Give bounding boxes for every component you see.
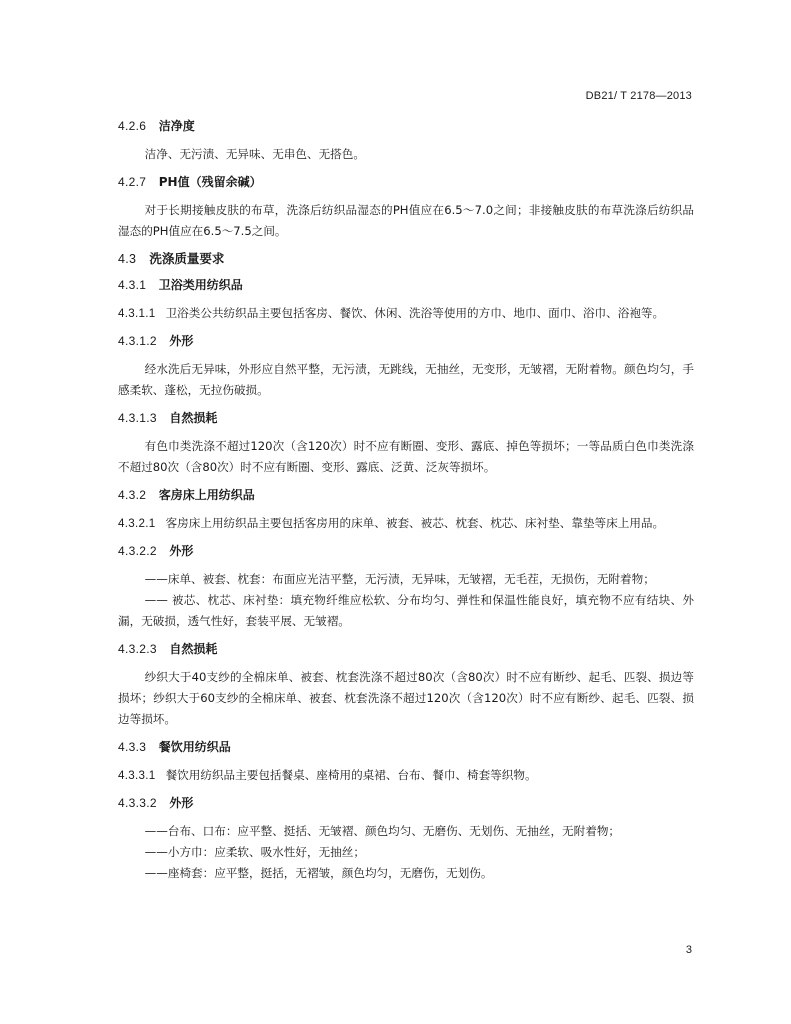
section-heading-4-3-1-3 — [118, 410, 694, 426]
section-heading-4-3-1-2 — [118, 333, 694, 349]
section-title: 外形 — [169, 544, 194, 558]
clause-4-3-3-1 — [118, 765, 694, 786]
section-heading-4-3-2-2 — [118, 543, 694, 559]
section-title: 客房床上用纺织品 — [158, 488, 255, 502]
list-item: ——座椅套：应平整，挺括，无褶皱，颜色均匀，无磨伤，无划伤。 — [144, 866, 493, 880]
section-heading-4-3-3 — [118, 739, 694, 755]
document-body — [118, 118, 694, 893]
section-number: 4.3.1 — [118, 278, 147, 292]
paragraph-ph-value: 对于长期接触皮肤的布草，洗涤后纺织品湿态的PH值应在6.5～7.0之间；非接触皮肤的布草洗涤后纺织品湿态的PH值应在6.5～7.5之间。 — [118, 203, 694, 238]
section-number: 4.3.2.3 — [118, 642, 157, 656]
clause-number: 4.3.2.1 — [118, 517, 156, 530]
section-number: 4.3.2.2 — [118, 544, 157, 558]
section-number: 4.3.3.2 — [118, 796, 157, 810]
section-heading-4-3-3-2 — [118, 795, 694, 811]
paragraph-bath-appearance: 经水洗后无异味，外形应自然平整，无污渍，无跳线，无抽丝，无变形，无皱褶，无附着物。颜色均匀，手感柔软、蓬松，无拉伤破损。 — [118, 362, 694, 397]
section-number: 4.3.3 — [118, 740, 147, 754]
section-title: PH值（残留余碱） — [158, 175, 262, 189]
paragraph-cleanliness: 洁净、无污渍、无异味、无串色、无搭色。 — [144, 147, 365, 161]
section-heading-4-3-2-3 — [118, 641, 694, 657]
section-title: 洁净度 — [158, 119, 195, 133]
clause-number: 4.3.3.1 — [118, 769, 156, 782]
clause-4-3-2-1 — [118, 513, 694, 534]
section-heading-4-3 — [118, 251, 694, 267]
dining-appearance-list — [118, 821, 694, 884]
clause-text: 餐饮用纺织品主要包括餐桌、座椅用的桌裙、台布、餐巾、椅套等织物。 — [165, 768, 537, 782]
standard-code: DB21/ T 2178—2013 — [585, 90, 692, 102]
section-title: 餐饮用纺织品 — [158, 740, 231, 754]
section-title: 洗涤质量要求 — [149, 251, 225, 266]
section-title: 卫浴类用纺织品 — [158, 278, 243, 292]
section-number: 4.2.6 — [118, 119, 147, 133]
clause-number: 4.3.1.1 — [118, 307, 156, 320]
section-title: 外形 — [169, 796, 194, 810]
page-number: 3 — [685, 944, 692, 956]
section-number: 4.2.7 — [118, 175, 147, 189]
section-heading-4-3-1 — [118, 277, 694, 293]
paragraph-bedding-wear: 纱织大于40支纱的全棉床单、被套、枕套洗涤不超过80次（含80次）时不应有断纱、起毛、匹裂、损边等损坏；纱织大于60支纱的全棉床单、被套、枕套洗涤不超过120次（含120次）时不应有断纱、起毛、匹裂、损边等损坏。 — [118, 670, 694, 726]
bedding-appearance-list — [118, 569, 694, 632]
section-title: 自然损耗 — [169, 411, 218, 425]
section-heading-4-2-7 — [118, 174, 694, 190]
section-number: 4.3.1.2 — [118, 334, 157, 348]
list-item: —— 被芯、枕芯、床衬垫：填充物纤维应松软、分布均匀、弹性和保温性能良好，填充物不应有结块、外漏，无破损，透气性好，套装平展、无皱褶。 — [118, 593, 694, 628]
section-title: 外形 — [169, 334, 194, 348]
list-item: ——床单、被套、枕套：布面应光洁平整，无污渍，无异味，无皱褶，无毛茬，无损伤，无附着物； — [144, 572, 655, 586]
list-item: ——小方巾：应柔软、吸水性好，无抽丝； — [144, 845, 365, 859]
clause-text: 客房床上用纺织品主要包括客房用的床单、被套、被芯、枕套、枕芯、床衬垫、靠垫等床上用品。 — [165, 516, 665, 530]
section-heading-4-2-6 — [118, 118, 694, 134]
clause-4-3-1-1 — [118, 303, 694, 324]
section-number: 4.3.1.3 — [118, 411, 157, 425]
section-number: 4.3.2 — [118, 488, 147, 502]
clause-text: 卫浴类公共纺织品主要包括客房、餐饮、休闲、洗浴等使用的方巾、地巾、面巾、浴巾、浴袍等。 — [165, 306, 665, 320]
section-heading-4-3-2 — [118, 487, 694, 503]
list-item: ——台布、口布：应平整、挺括、无皱褶、颜色均匀、无磨伤、无划伤、无抽丝，无附着物； — [144, 824, 621, 838]
section-number: 4.3 — [118, 252, 137, 266]
section-title: 自然损耗 — [169, 642, 218, 656]
paragraph-bath-wear: 有色巾类洗涤不超过120次（含120次）时不应有断圈、变形、露底、掉色等损坏；一等品质白色巾类洗涤不超过80次（含80次）时不应有断圈、变形、露底、泛黄、泛灰等损坏。 — [118, 439, 694, 474]
